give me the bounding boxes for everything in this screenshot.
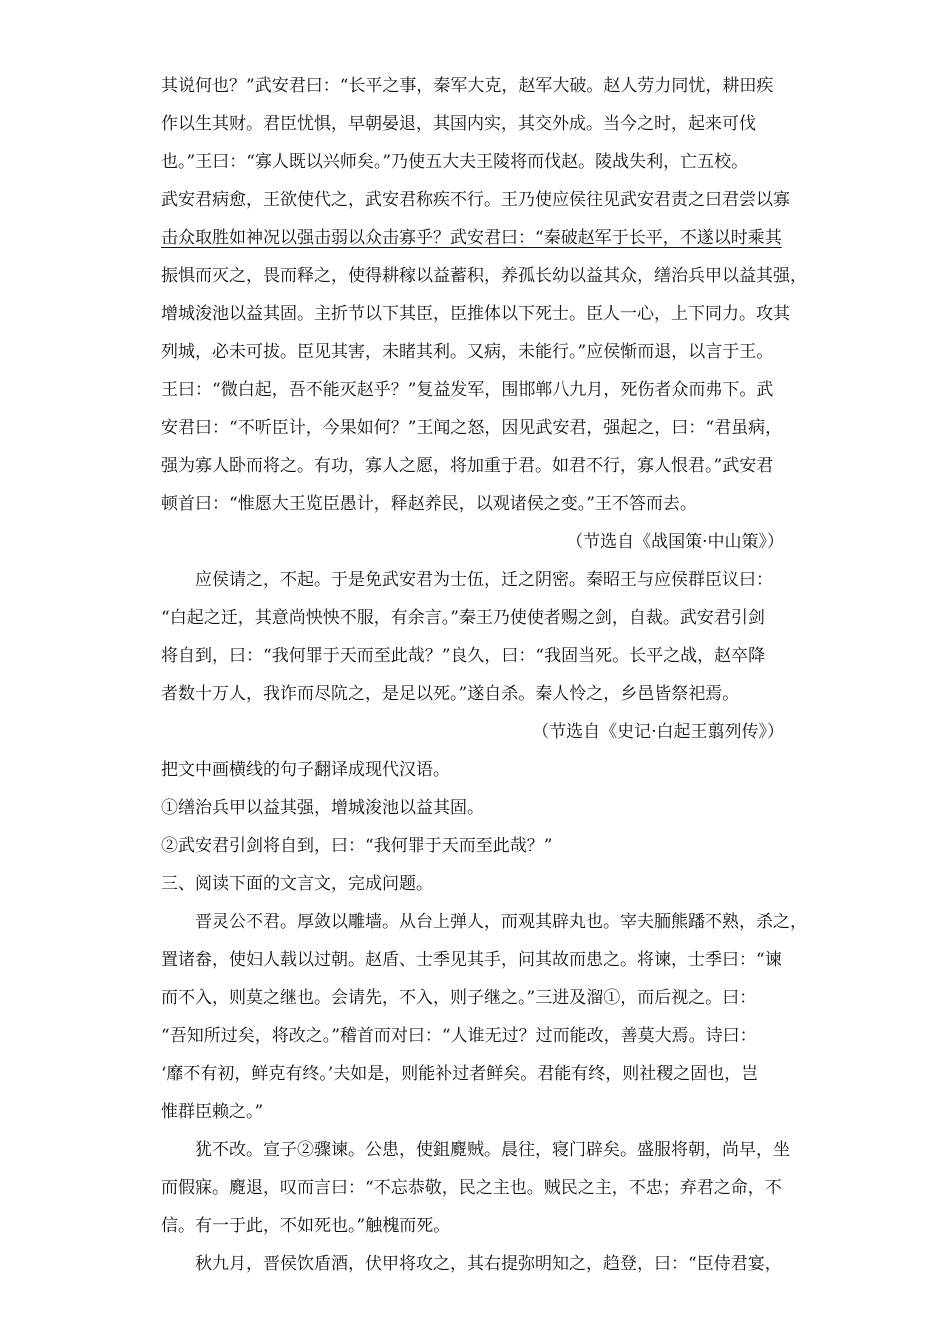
text-line-underlined: 击众取胜如神况以强击弱以众击寡乎？武安君曰：“秦破赵军于长平，不遂以时乘其	[161, 228, 782, 248]
text-line: “白起之迁，其意尚怏怏不服，有余言。”秦王乃使使者赐之剑，自裁。武安君引剑	[161, 608, 765, 628]
question-prompt: 把文中画横线的句子翻译成现代汉语。	[161, 760, 450, 780]
text-line: 置诸畚，使妇人载以过朝。赵盾、士季见其手，问其故而患之。将谏，士季曰：“谏	[161, 950, 782, 970]
paragraph-start: 犹不改。宣子②骤谏。公患，使鉏麑贼。晨往，寝门辟矣。盛服将朝，尚早，坐	[195, 1140, 790, 1160]
text-line: 其说何也？”武安君曰：“长平之事，秦军大克，赵军大破。赵人劳力同忧，耕田疾	[161, 76, 774, 96]
text-line: 作以生其财。君臣忧惧，早朝晏退，其国内实，其交外成。当今之时，起来可伐	[161, 114, 756, 134]
text-line: 惟群臣赖之。”	[161, 1102, 264, 1122]
text-line: “吾知所过矣，将改之。”稽首而对曰：“人谁无过？过而能改，善莫大焉。诗曰：	[161, 1026, 757, 1046]
section-heading: 三、阅读下面的文言文，完成问题。	[161, 874, 433, 894]
text-line: 顿首曰：“惟愿大王览臣愚计，释赵养民，以观诸侯之变。”王不答而去。	[161, 494, 697, 514]
text-line: 信。有一于此，不如死也。”触槐而死。	[161, 1216, 451, 1236]
text-line: 增城浚池以益其固。主折节以下其臣，臣推体以下死士。臣人一心，上下同力。攻其	[161, 304, 790, 324]
text-line: 王曰：“微白起，吾不能灭赵乎？”复益发军，围邯郸八九月，死伤者众而弗下。武	[161, 380, 774, 400]
question-item: ①缮治兵甲以益其强，增城浚池以益其固。	[161, 798, 484, 818]
paragraph-start: 应侯请之，不起。于是免武安君为士伍，迁之阴密。秦昭王与应侯群臣议曰：	[195, 570, 773, 590]
text-line: 强为寡人卧而将之。有功，寡人之愿，将加重于君。如君不行，寡人恨君。”武安君	[161, 456, 774, 476]
source-citation: （节选自《战国策·中山策》）	[566, 532, 784, 552]
text-line: 而不入，则莫之继也。会请先，不入，则子继之。”三进及溜①，而后视之。曰：	[161, 988, 757, 1008]
text-line: 列城，必未可拔。臣见其害，未睹其利。又病，未能行。”应侯惭而退，以言于王。	[161, 342, 774, 362]
paragraph-start: 秋九月，晋侯饮盾酒，伏甲将攻之，其右提弥明知之，趋登，曰：“臣侍君宴，	[195, 1254, 782, 1274]
text-line: 将自到，曰：“我何罪于天而至此哉？”良久，曰：“我固当死。长平之战，赵卒降	[161, 646, 766, 666]
text-line: 也。”王曰：“寡人既以兴师矣。”乃使五大夫王陵将而伐赵。陵战失利，亡五校。	[161, 152, 749, 172]
text-line-underlined-partial: 武安君病愈，王欲使代之，武安君称疾不行。王乃使应侯往见武安君责之曰君尝以寡	[161, 190, 790, 210]
question-item: ②武安君引剑将自到，曰：“我何罪于天而至此哉？”	[161, 836, 553, 856]
source-citation: （节选自《史记·白起王翦列传》）	[532, 722, 784, 742]
text-line: 者数十万人，我诈而尽阬之，是足以死。”遂自杀。秦人怜之，乡邑皆祭祀焉。	[161, 684, 740, 704]
text-line: 而假寐。麑退，叹而言曰：“不忘恭敬，民之主也。贼民之主，不忠；弃君之命，不	[161, 1178, 782, 1198]
text-line: ‘靡不有初，鲜克有终。’夫如是，则能补过者鲜矣。君能有终，则社稷之固也，岂	[161, 1064, 759, 1084]
text-line: 安君曰：“不听臣计，今果如何？”王闻之怒，因见武安君，强起之，曰：“君虽病，	[161, 418, 783, 438]
text-line: 振惧而灭之，畏而释之，使得耕稼以益蓄积，养孤长幼以益其众，缮治兵甲以益其强，	[161, 266, 807, 286]
paragraph-start: 晋灵公不君。厚敛以雕墙。从台上弹人，而观其辟丸也。宰夫胹熊蹯不熟，杀之，	[195, 912, 807, 932]
